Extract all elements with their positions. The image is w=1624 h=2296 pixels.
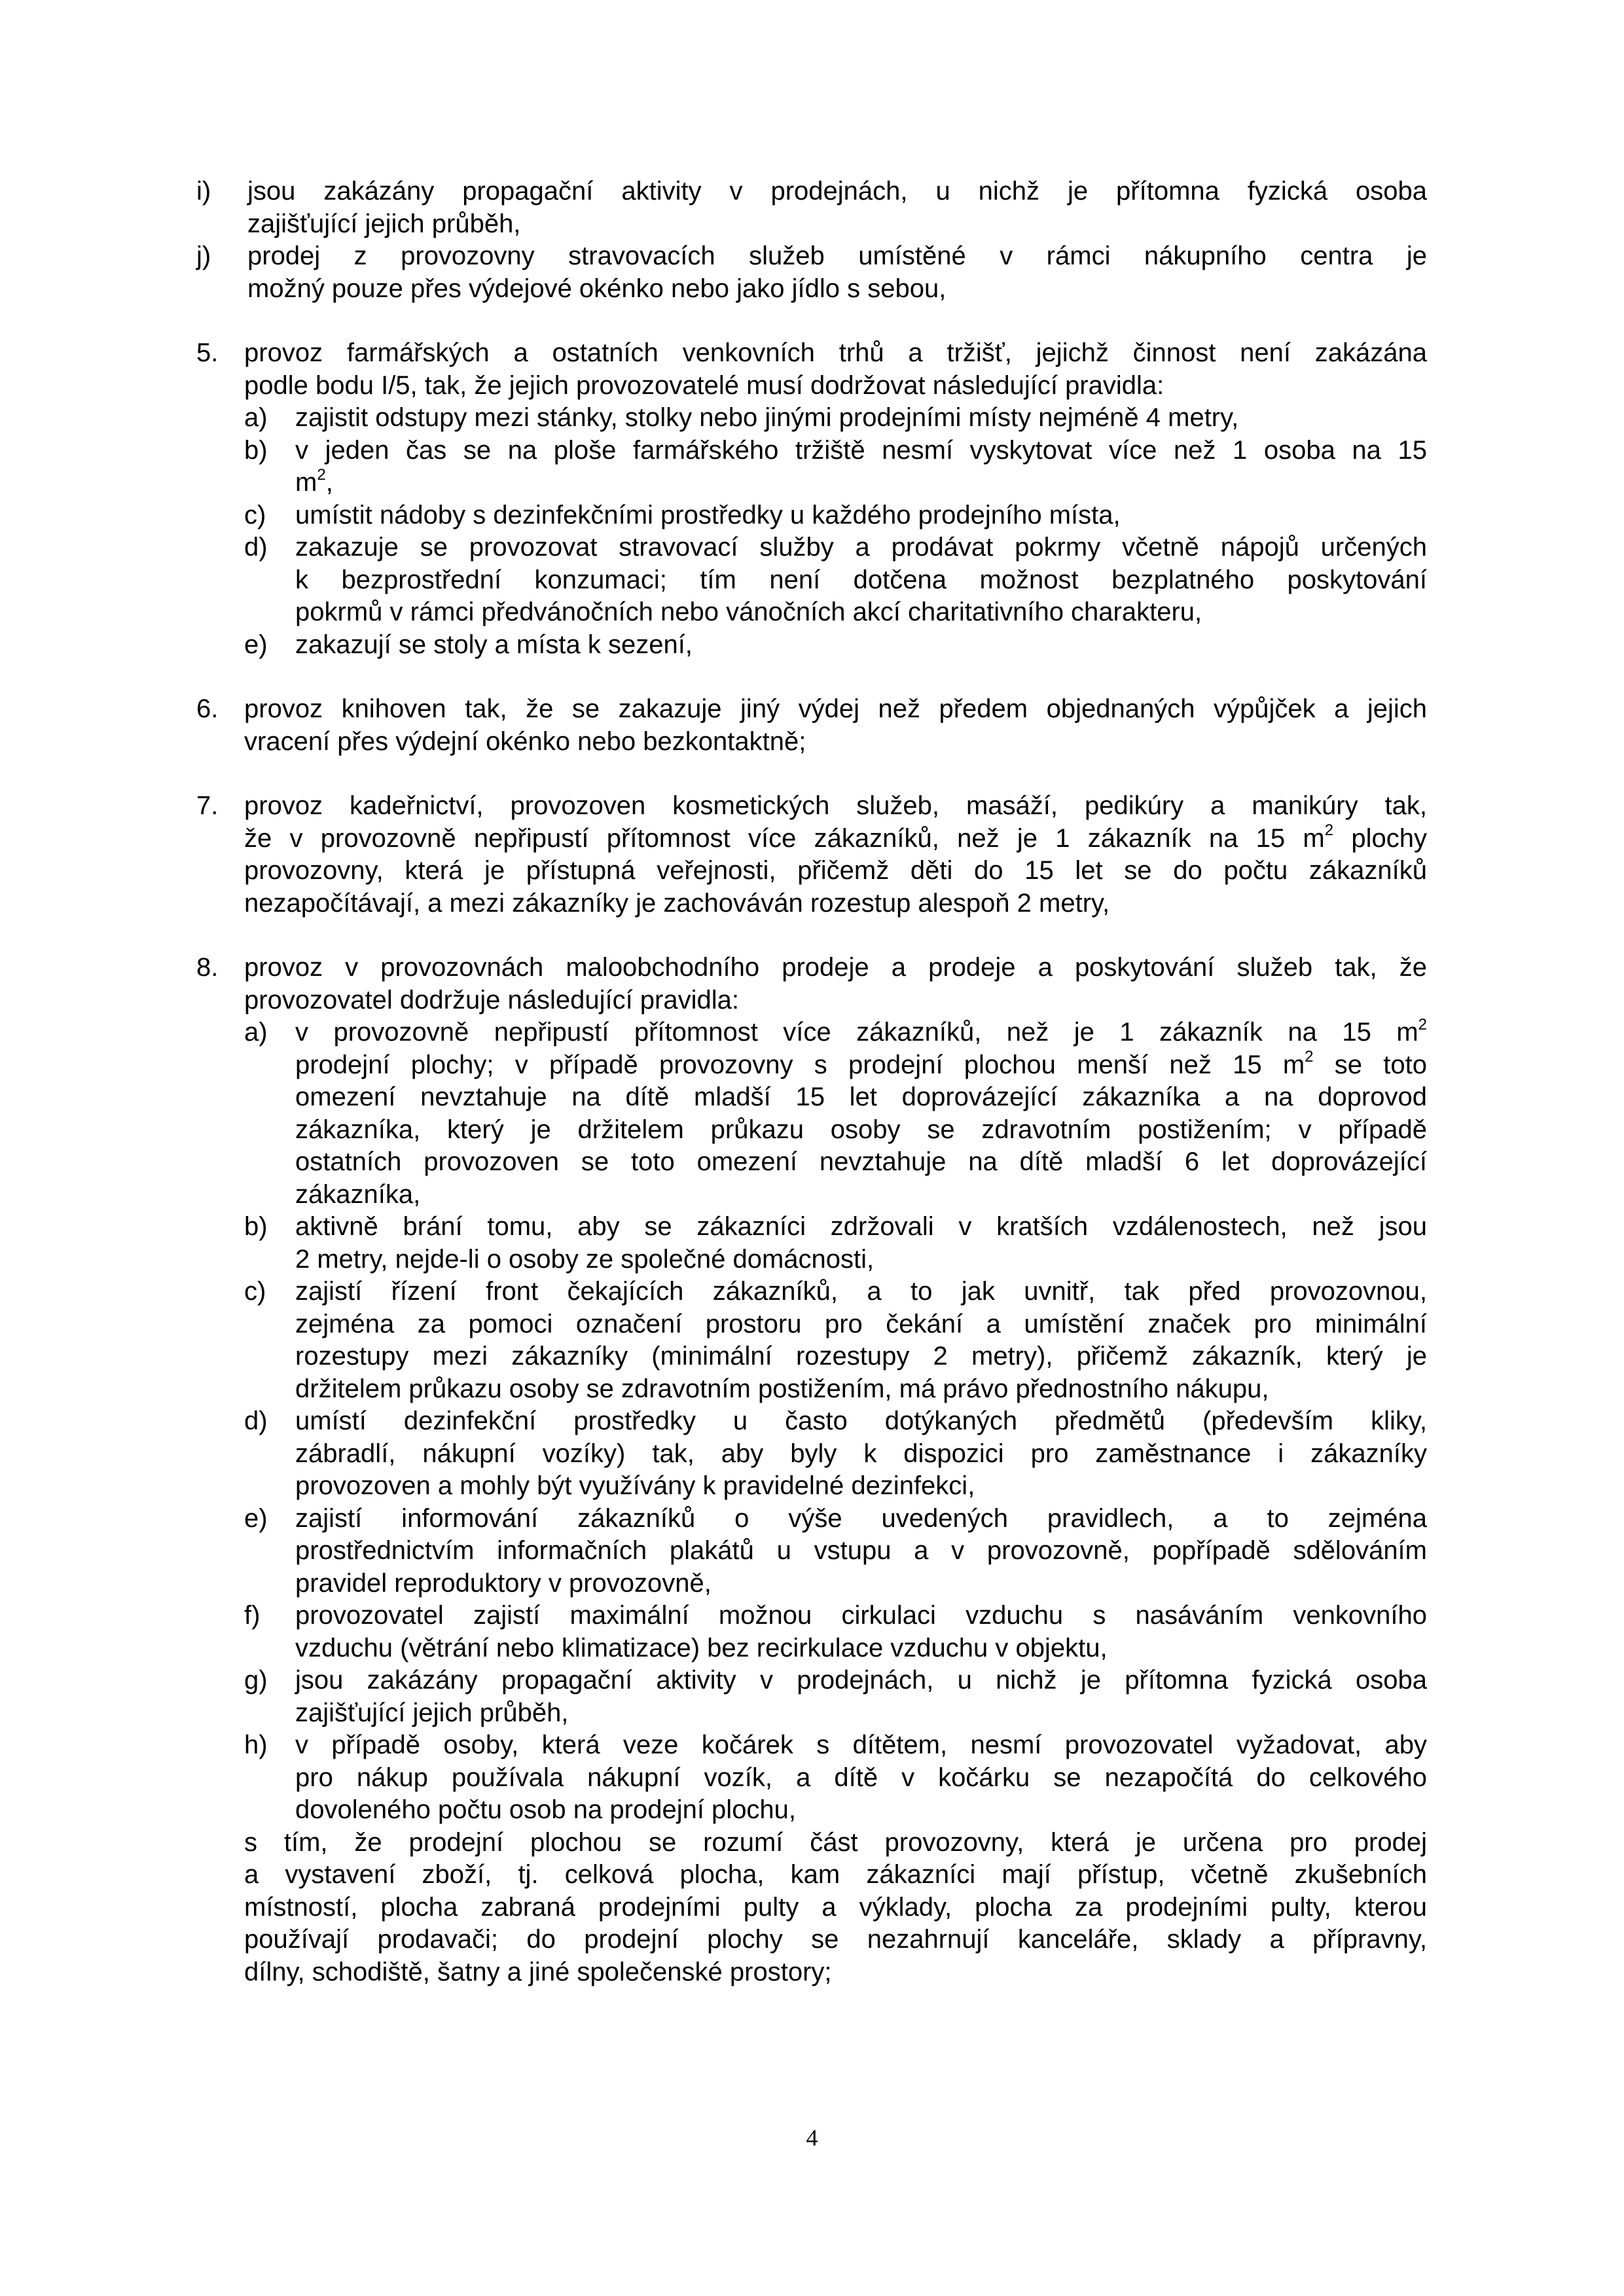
item-label: i) <box>196 177 211 206</box>
item-text <box>295 435 1427 499</box>
text-line: pravidel reproduktory v provozovně, <box>295 1568 712 1598</box>
intro-items <box>196 175 1427 305</box>
item-text <box>295 1016 1427 1211</box>
text-line: zejména za pomoci označení prostoru pro čekání a umístění značek pro minimální <box>295 1309 1427 1338</box>
text-line: rozestupy mezi zákazníky (minimální rozestupy 2 metry), přičemž zákazník, který je <box>295 1342 1427 1371</box>
item-label: d) <box>244 533 268 562</box>
list-item <box>244 402 1427 435</box>
text-line: $m^2$, <box>295 465 333 497</box>
text-line: zajistí informování zákazníků o výše uvedených pravidlech, a to zejména <box>295 1503 1427 1533</box>
item-label: e) <box>244 1503 268 1533</box>
item-label: f) <box>244 1601 261 1630</box>
list-item <box>244 435 1427 499</box>
list-item <box>244 531 1427 629</box>
text-line: prostřednictvím informačních plakátů u vstupu a v provozovně, popřípadě sdělováním <box>295 1536 1427 1565</box>
list-item <box>196 175 1427 240</box>
item-text <box>295 1600 1427 1664</box>
text-line: provozovny, která je přístupná veřejnosti, přičemž děti do 15 let se do počtu zákazníků <box>244 856 1427 885</box>
text-line: zakazuje se provozovat stravovací služby a prodávat pokrmy včetně nápojů určených <box>295 533 1427 562</box>
text-line: provozoven a mohly být využívány k pravidelné dezinfekci, <box>295 1471 975 1500</box>
text-line: provozovatel dodržuje následující pravidla: <box>244 985 739 1014</box>
text-line: ostatních provozoven se toto omezení nevztahuje na dítě mladší 6 let doprovázející <box>295 1147 1427 1176</box>
text-line: zajišťující jejich průběh, <box>295 1698 569 1727</box>
item-text <box>295 1405 1427 1503</box>
document-body <box>196 175 1427 1988</box>
item-label: h) <box>244 1731 268 1759</box>
text-line: zajistit odstupy mezi stánky, stolky nebo jinými prodejními místy nejméně 4 metry, <box>295 403 1239 432</box>
text-line: že v provozovně nepřipustí přítomnost více zákazníků, než je 1 zákazník na 15 $m^2$ plochy <box>244 821 1427 853</box>
list-item <box>196 240 1427 305</box>
item-label: j) <box>196 242 211 270</box>
text-line: prodej z provozovny stravovacích služeb umístěné v rámci nákupního centra je <box>247 242 1427 270</box>
section <box>196 790 1427 920</box>
item-label: b) <box>244 435 268 465</box>
list-item <box>244 1016 1427 1211</box>
text-line: jsou zakázány propagační aktivity v prodejnách, u nichž je přítomna fyzická osoba <box>295 1666 1427 1695</box>
section <box>196 693 1427 758</box>
text-line: aktivně brání tomu, aby se zákazníci zdržovali v kratších vzdálenostech, než jsou <box>295 1212 1427 1241</box>
text-line: zákazníka, <box>295 1179 421 1209</box>
item-label: e) <box>244 630 268 659</box>
text-line: dílny, schodiště, šatny a jiné společenské prostory; <box>244 1957 832 1986</box>
text-line: k bezprostřední konzumaci; tím není dotčena možnost bezplatného poskytování <box>295 565 1427 594</box>
text-line: v jeden čas se na ploše farmářského tržiště nesmí vyskytovat více než 1 osoba na 15 <box>295 435 1427 465</box>
text-line: a vystavení zboží, tj. celková plocha, kam zákazníci mají přístup, včetně zkušebních <box>244 1860 1427 1889</box>
text-line: provoz v provozovnách maloobchodního prodeje a prodeje a poskytování služeb tak, že <box>244 953 1427 982</box>
section <box>196 337 1427 661</box>
text-line: provoz farmářských a ostatních venkovních trhů a tržišť, jejichž činnost není zakázána <box>244 338 1427 367</box>
text-line: používají prodavači; do prodejní plochy se nezahrnují kanceláře, sklady a přípravny, <box>244 1925 1427 1954</box>
list-item <box>244 1600 1427 1664</box>
list-item <box>244 499 1427 532</box>
text-line: provozovatel zajistí maximální možnou cirkulaci vzduchu s nasáváním venkovního <box>295 1601 1427 1630</box>
section-text <box>244 693 1427 758</box>
page-number: 4 <box>806 2125 818 2151</box>
item-label: d) <box>244 1407 268 1435</box>
text-line: omezení nevztahuje na dítě mladší 15 let doprovázející zákazníka a na doprovod <box>295 1083 1427 1111</box>
list-item <box>244 1664 1427 1729</box>
section-number: 7. <box>196 791 219 820</box>
item-text <box>295 1276 1427 1405</box>
text-line: zajišťující jejich průběh, <box>247 209 521 238</box>
text-line: 2 metry, nejde-li o osoby ze společné domácnosti, <box>295 1244 875 1274</box>
section <box>196 952 1427 1988</box>
text-line: zábradlí, nákupní vozíky) tak, aby byly k dispozici pro zaměstnance i zákazníky <box>295 1439 1427 1468</box>
text-line: zakazují se stoly a místa k sezení, <box>295 630 693 659</box>
item-text <box>247 240 1427 305</box>
section-number: 5. <box>196 338 219 367</box>
text-line: umístí dezinfekční prostředky u často dotýkaných předmětů (především kliky, <box>295 1407 1427 1435</box>
sections <box>196 337 1427 1988</box>
text-line: pro nákup používala nákupní vozík, a dítě v kočárku se nezapočítá do celkového <box>295 1763 1427 1792</box>
text-line: pokrmů v rámci předvánočních nebo vánočních akcí charitativního charakteru, <box>295 598 1202 626</box>
text-line: zákazníka, který je držitelem průkazu osoby se zdravotním postižením; v případě <box>295 1115 1427 1144</box>
text-line: provoz kadeřnictví, provozoven kosmetických služeb, masáží, pedikúry a manikúry tak, <box>244 791 1427 820</box>
list-item <box>244 1405 1427 1503</box>
text-line: vracení přes výdejní okénko nebo bezkontaktně; <box>244 726 806 756</box>
item-text <box>295 1664 1427 1729</box>
item-text <box>247 175 1427 240</box>
item-label: a) <box>244 403 268 432</box>
list-item <box>244 1503 1427 1600</box>
item-text <box>295 499 1427 532</box>
text-line: zajistí řízení front čekajících zákazníků, a to jak uvnitř, tak před provozovnou, <box>295 1277 1427 1306</box>
section-number: 6. <box>196 694 219 723</box>
section-trailing-text <box>244 1827 1427 1989</box>
item-label: b) <box>244 1212 268 1241</box>
item-label: c) <box>244 500 266 529</box>
text-line: v případě osoby, která veze kočárek s dítětem, nesmí provozovatel vyžadovat, aby <box>295 1731 1427 1759</box>
section-text <box>244 952 1427 1016</box>
list-item <box>244 1211 1427 1276</box>
item-text <box>295 629 1427 662</box>
text-line: umístit nádoby s dezinfekčními prostředky u každého prodejního místa, <box>295 500 1121 529</box>
section-text <box>244 337 1427 402</box>
section-text <box>244 790 1427 920</box>
list-item <box>244 1276 1427 1405</box>
section-number: 8. <box>196 953 219 982</box>
item-label: g) <box>244 1666 268 1695</box>
item-label: a) <box>244 1018 268 1047</box>
text-line: v provozovně nepřipustí přítomnost více zákazníků, než je 1 zákazník na 15 $m^2$ <box>295 1015 1427 1047</box>
text-line: dovoleného počtu osob na prodejní plochu, <box>295 1795 797 1824</box>
text-line: prodejní plochy; v případě provozovny s prodejní plochou menší než 15 $m^2$ se toto <box>295 1048 1427 1079</box>
text-line: nezapočítávají, a mezi zákazníky je zachováván rozestup alespoň 2 metry, <box>244 888 1110 918</box>
text-line: provoz knihoven tak, že se zakazuje jiný výdej než předem objednaných výpůjček a jejich <box>244 694 1427 723</box>
text-line: držitelem průkazu osoby se zdravotním postižením, má právo přednostního nákupu, <box>295 1374 1269 1403</box>
item-text <box>295 402 1427 435</box>
text-line: možný pouze přes výdejové okénko nebo jako jídlo s sebou, <box>247 274 947 303</box>
item-text <box>295 1211 1427 1276</box>
item-text <box>295 1503 1427 1600</box>
text-line: jsou zakázány propagační aktivity v prodejnách, u nichž je přítomna fyzická osoba <box>247 177 1427 206</box>
item-label: c) <box>244 1277 266 1306</box>
item-text <box>295 1729 1427 1827</box>
text-line: s tím, že prodejní plochou se rozumí část provozovny, která je určena pro prodej <box>244 1827 1427 1857</box>
list-item <box>244 1729 1427 1827</box>
text-line: podle bodu I/5, tak, že jejich provozovatelé musí dodržovat následující pravidla: <box>244 370 1164 400</box>
text-line: místností, plocha zabraná prodejními pulty a výklady, plocha za prodejními pulty, kterou <box>244 1892 1427 1922</box>
item-text <box>295 531 1427 629</box>
list-item <box>244 629 1427 662</box>
text-line: vzduchu (větrání nebo klimatizace) bez recirkulace vzduchu v objektu, <box>295 1633 1108 1662</box>
